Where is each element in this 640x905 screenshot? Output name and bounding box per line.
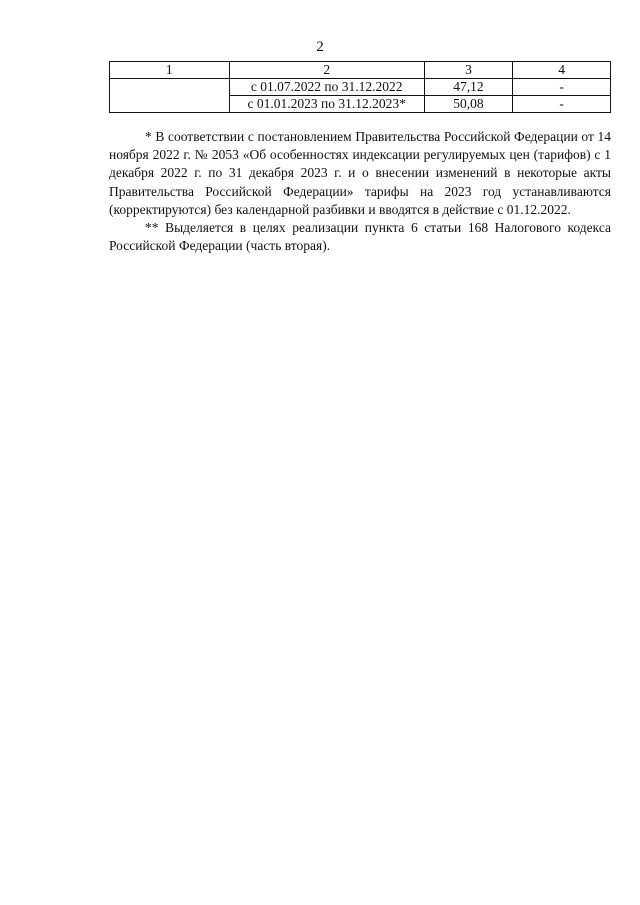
footnote-2: ** Выделяется в целях реализации пункта 6 статьи 168 Налогового кодекса Российской Федерации (часть вторая).	[109, 220, 611, 254]
table-header-cell-4: 4	[513, 62, 611, 79]
table-header-cell-2: 2	[229, 62, 424, 79]
table-cell-extra: -	[513, 96, 611, 113]
footnote-1: * В соответствии с постановлением Правительства Российской Федерации от 14 ноября 2022 г. № 2053 «Об особенностях индексации регулируемых цен (тарифов) с 1 декабря 2022 г. по 31 декабря 2023 г. и о внесении изменений в некоторые акты Правительства Российской Федерации» тарифы на 2023 год устанавливаются (корректируются) без календарной разбивки и вводятся в действие с 01.12.2022.	[109, 129, 611, 217]
table-header-cell-1: 1	[110, 62, 230, 79]
table-cell-extra: -	[513, 79, 611, 96]
page-number: 2	[316, 39, 324, 55]
table-cell-period: с 01.01.2023 по 31.12.2023*	[229, 96, 424, 113]
table-cell-value: 47,12	[424, 79, 512, 96]
table-cell-value: 50,08	[424, 96, 512, 113]
table-header-cell-3: 3	[424, 62, 512, 79]
tariff-table	[109, 61, 611, 113]
footnotes	[109, 128, 611, 255]
table-merged-empty-cell	[110, 79, 230, 113]
table-row	[110, 79, 611, 96]
table-cell-period: с 01.07.2022 по 31.12.2022	[229, 79, 424, 96]
table-header-row	[110, 62, 611, 79]
